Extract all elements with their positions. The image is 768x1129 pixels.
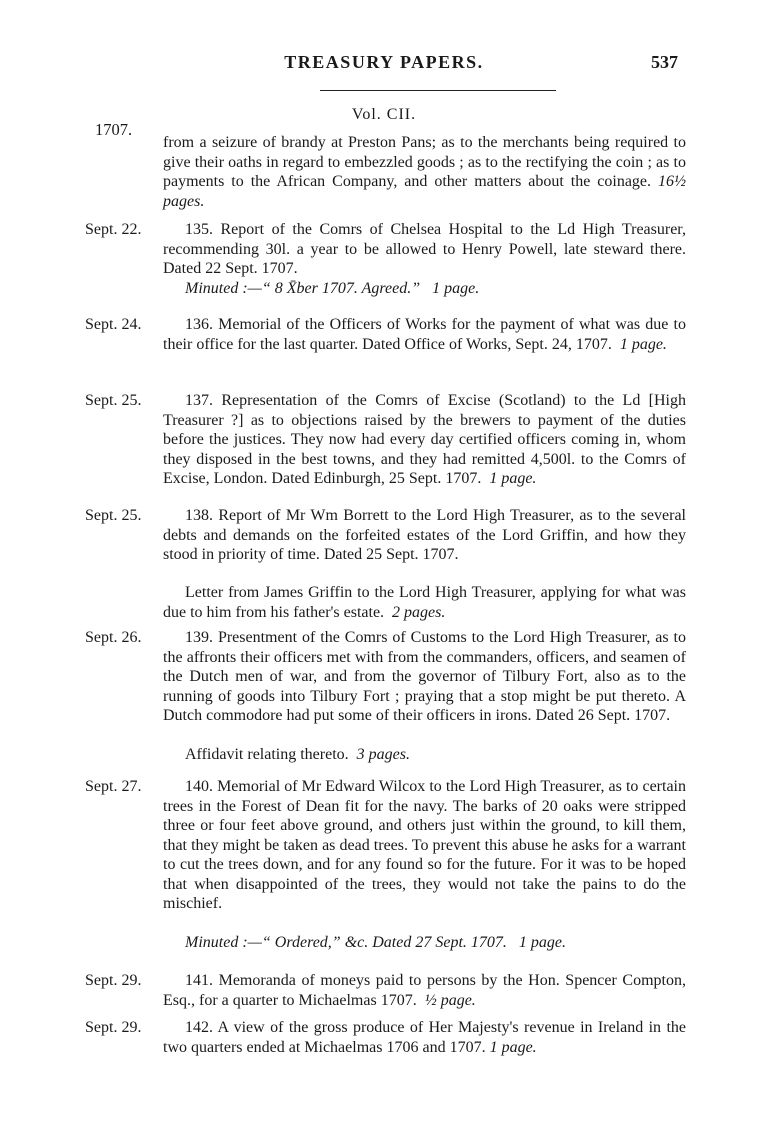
entry-text: 141. Memoranda of moneys paid to persons by the Hon. Spencer Compton, Esq., for a quarter to Michaelmas 1707.	[163, 972, 686, 1009]
entry-text: 138. Report of Mr Wm Borrett to the Lord High Treasurer, as to the several debts and demands on the forfeited estates of the Lord Griffin, and how they stood in priority of time. Dated 25 Sept. 1707.	[163, 507, 686, 563]
entry-pages: 1 page.	[619, 335, 667, 353]
entry-date: Sept. 22.	[85, 221, 142, 238]
entry-pages: 1 page.	[489, 470, 537, 487]
entry-sub-text: Affidavit relating thereto.	[185, 746, 349, 763]
entry-paragraph	[163, 777, 686, 914]
entry-paragraph	[163, 971, 686, 1010]
entry-minute: Minuted :—“ 8 X̄ber 1707. Agreed.”	[185, 280, 421, 297]
entry-date: Sept. 25.	[85, 507, 142, 524]
entry-date: Sept. 24.	[85, 316, 142, 333]
entry-paragraph	[163, 315, 686, 354]
entry-pages: ½ page.	[424, 991, 476, 1009]
entry-text: 135. Report of the Comrs of Chelsea Hospital to the Ld High Treasurer, recommending 30l. a year to be allowed to Henry Powell, late steward there. Dated 22 Sept. 1707.	[163, 221, 686, 277]
volume-heading: Vol. CII.	[351, 106, 417, 123]
entry-sub-paragraph	[163, 583, 686, 622]
entry-date: Sept. 29.	[85, 972, 142, 989]
page-number: 537	[651, 52, 678, 72]
entry-date: Sept. 27.	[85, 778, 142, 795]
entry-date: Sept. 25.	[85, 392, 142, 409]
entry-text: 139. Presentment of the Comrs of Customs to the Lord High Treasurer, as to the affronts their officers met with from the commanders, officers, and seamen of the Dutch men of war, and from the governor of Tilbury Fort, also as to the running of goods into Tilbury Fort ; praying that a stop might be put thereto. A Dutch commodore had put some of their officers in irons. Dated 26 Sept. 1707.	[163, 629, 686, 724]
entry-text: 136. Memorial of the Officers of Works for the payment of what was due to their office for the last quarter. Dated Office of Works, Sept. 24, 1707.	[163, 316, 686, 353]
entry-text: 142. A view of the gross produce of Her Majesty's revenue in Ireland in the two quarters ended at Michaelmas 1706 and 1707.	[163, 1019, 686, 1056]
entry-sub-pages: 2 pages.	[392, 603, 446, 621]
entry-sub-pages: 3 pages.	[356, 746, 410, 763]
entry-paragraph	[163, 220, 686, 279]
header-rule	[320, 90, 556, 91]
entry-paragraph	[163, 506, 686, 565]
page-header-title: TREASURY PAPERS.	[284, 52, 484, 72]
entry-sub-paragraph	[163, 745, 686, 765]
intro-paragraph	[163, 133, 686, 211]
entry-pages: 1 page.	[489, 1038, 537, 1056]
entry-minute-line	[185, 279, 686, 299]
entry-paragraph	[163, 391, 686, 489]
entry-minute: Minuted :—“ Ordered,” &c. Dated 27 Sept. 1707.	[185, 934, 507, 951]
entry-paragraph	[163, 1018, 686, 1057]
margin-year: 1707.	[95, 120, 133, 139]
entry-date: Sept. 29.	[85, 1019, 142, 1036]
intro-text: from a seizure of brandy at Preston Pans; as to the merchants being required to give their oaths in regard to embezzled goods ; as to the rectifying the coin ; as to payments to the African Company, and other matters about the coinage.	[163, 134, 686, 190]
entry-pages: 1 page.	[432, 280, 480, 297]
entry-sub-text: Letter from James Griffin to the Lord High Treasurer, applying for what was due to him from his father's estate.	[163, 584, 686, 621]
entry-minute-line	[185, 933, 686, 953]
entry-pages: 1 page.	[518, 934, 566, 951]
entry-text: 140. Memorial of Mr Edward Wilcox to the Lord High Treasurer, as to certain trees in the Forest of Dean fit for the navy. The barks of 20 oaks were stripped three or four feet above ground, and others just within the ground, to kill them, that they might be taken as dead trees. To prevent this abuse he asks for a warrant to cut the trees down, and for any found so for the future. For it was to be hoped that when disappointed of the trees, they would not take the pains to do the mischief.	[163, 778, 686, 912]
entry-date: Sept. 26.	[85, 629, 142, 646]
entry-paragraph	[163, 628, 686, 726]
entry-text: 137. Representation of the Comrs of Excise (Scotland) to the Ld [High Treasurer ?] as to objections raised by the brewers to payment of the duties before the justices. They now had every day certified officers coming in, whom they disposed in the best towns, and they had remitted 4,500l. to the Comrs of Excise, London. Dated Edinburgh, 25 Sept. 1707.	[163, 392, 686, 487]
intro-pages: 16½ pages.	[163, 173, 686, 210]
